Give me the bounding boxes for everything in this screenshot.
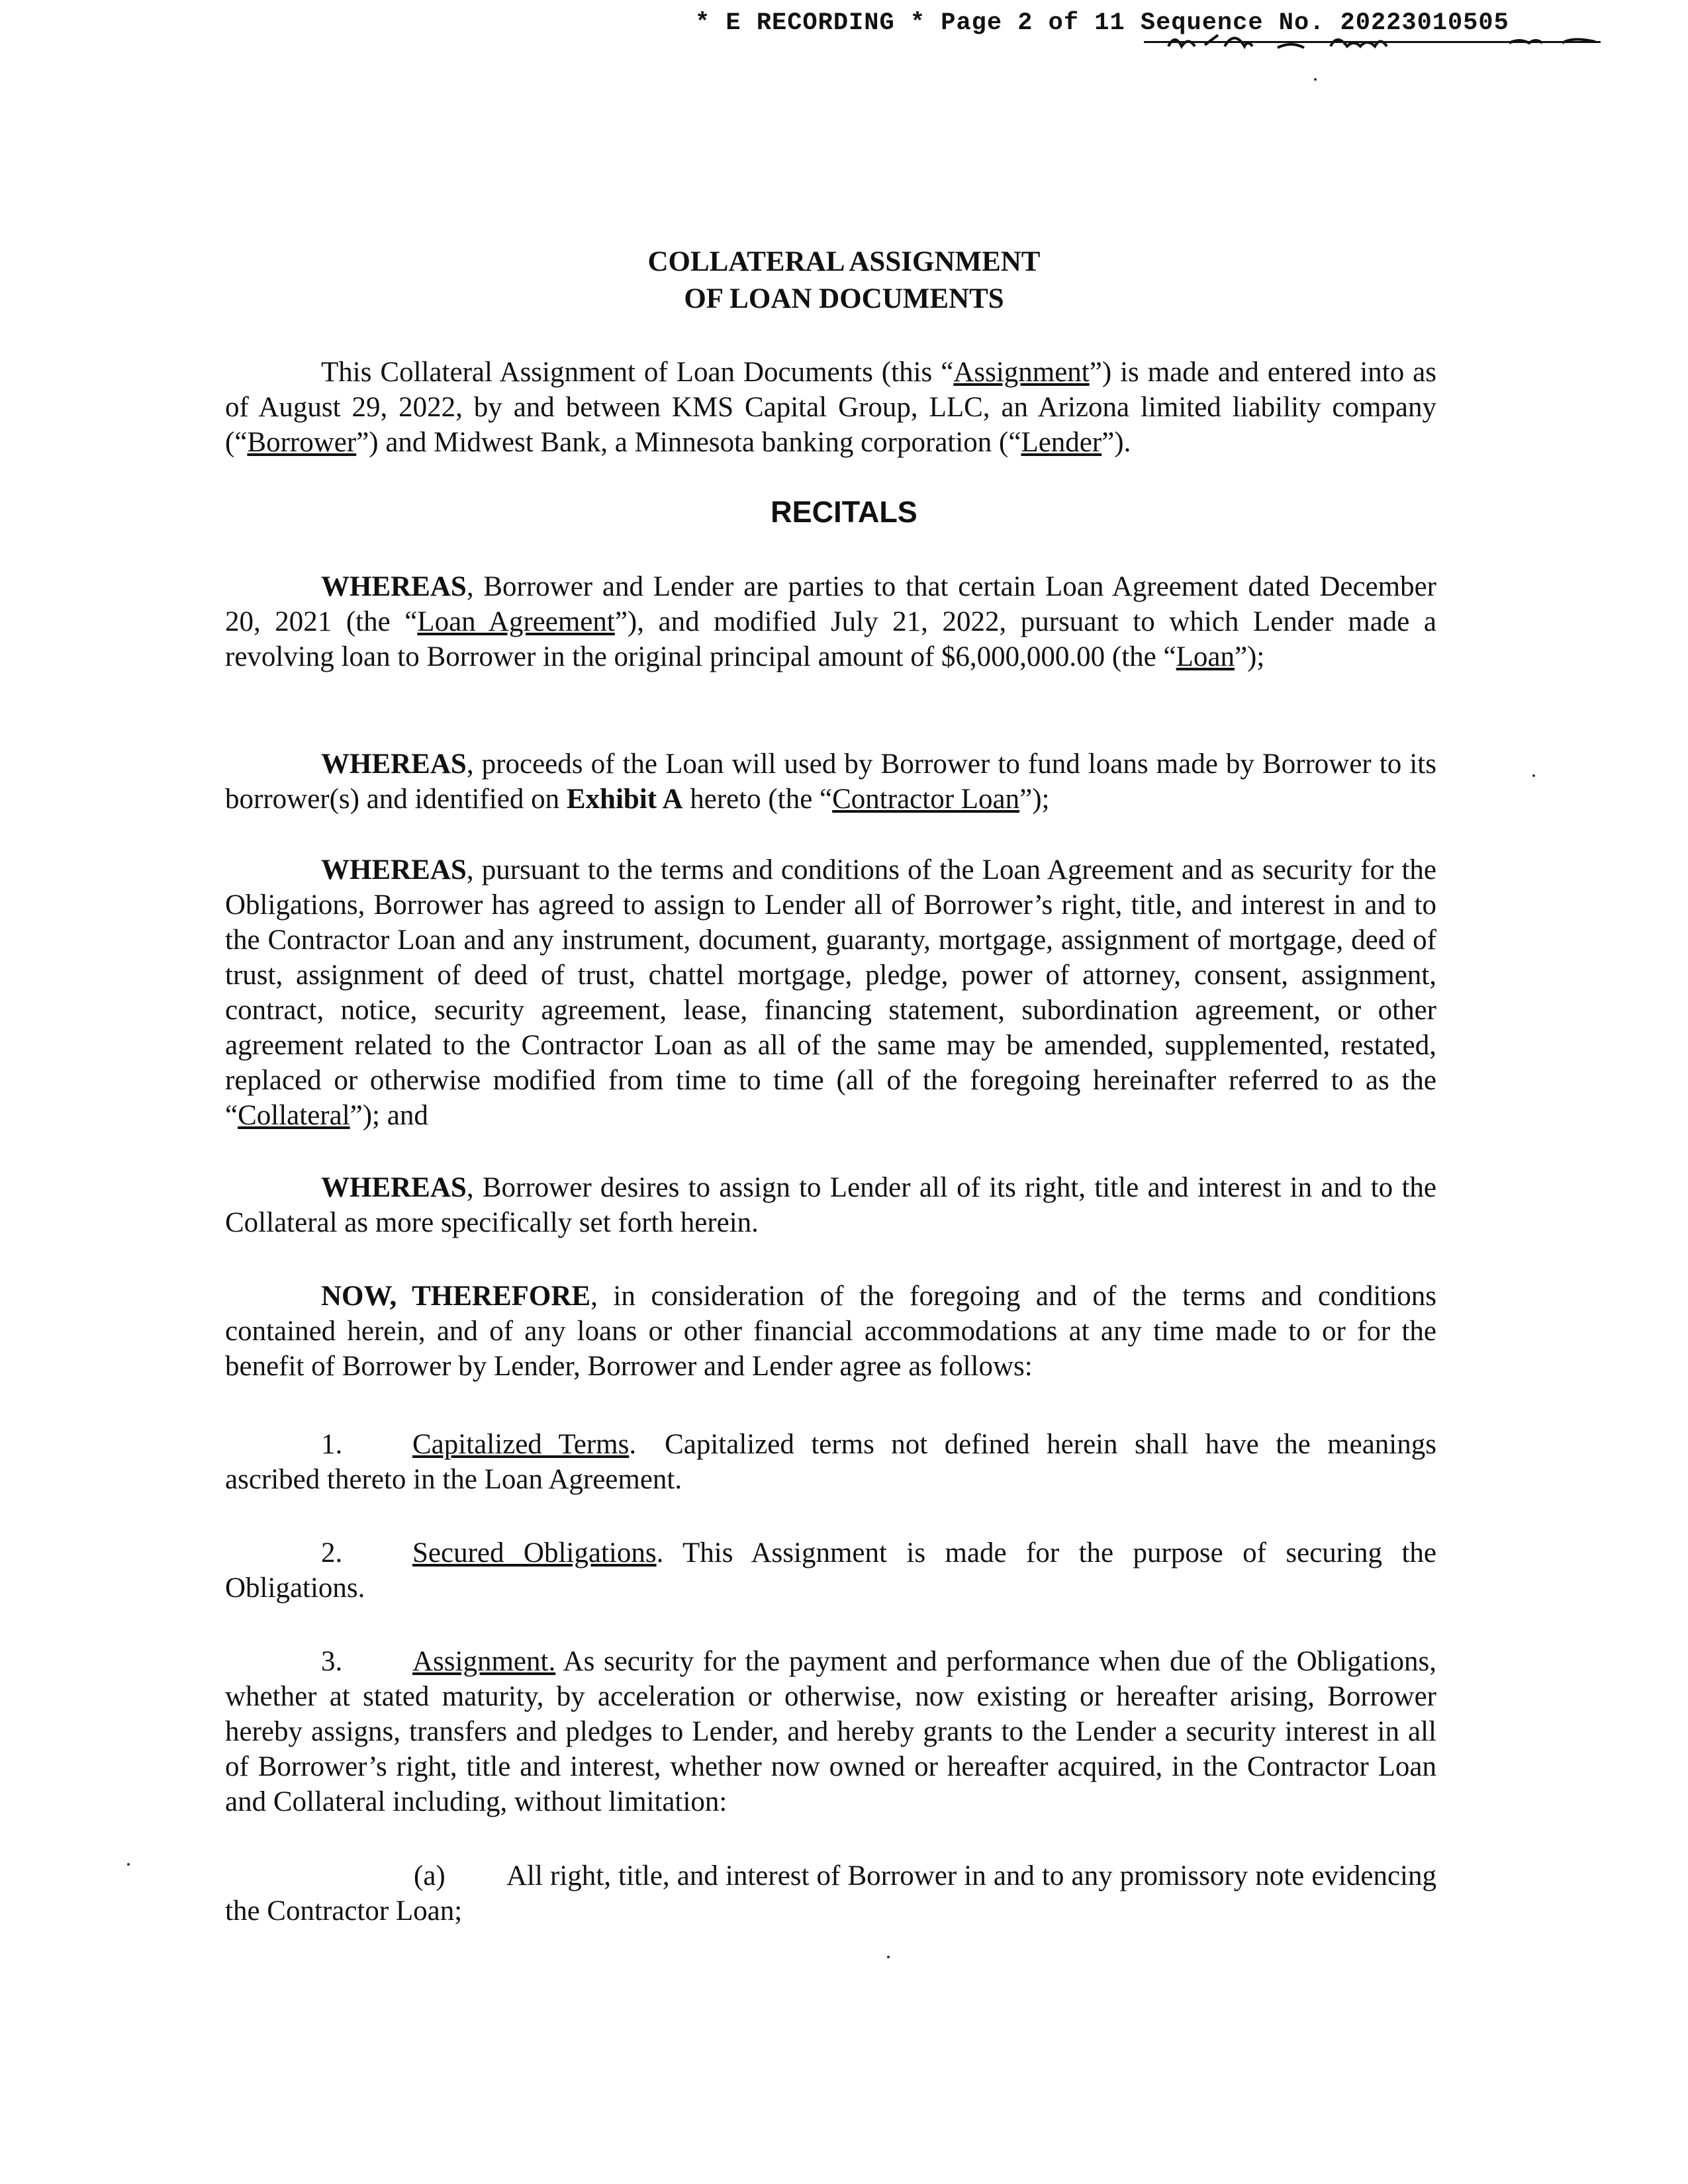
whereas-text: , pursuant to the terms and conditions of the Loan Agreement and as security for the Obligations, Borrower has agreed to assign to Lender all of Borrower’s right, title, and interest in and to the Contractor Loan and any instrument, document, guaranty, mortgage, assignment of mortgage, deed of trust, assignment of deed of trust, chattel mortgage, pledge, power of attorney, consent, assignment, contract, notice, security agreement, lease, financing statement, subordination agreement, or other agreement related to the Contractor Loan as all of the same may be amended, supplemented, restated, replaced or otherwise modified from time to time (all of the foregoing hereinafter referred to as the “ <box>225 854 1436 1131</box>
intro-text: This Collateral Assignment of Loan Documents (this “ <box>321 357 954 388</box>
section-number: 1. <box>321 1429 343 1460</box>
section-text: . This Assignment is made for the purpose of securing the Obligations. <box>225 1537 1437 1604</box>
now-therefore-lead: NOW, THEREFORE <box>321 1281 591 1312</box>
section-heading: Capitalized Terms <box>412 1429 630 1460</box>
whereas-text: ”); and <box>350 1100 428 1131</box>
handwritten-annotation <box>1165 26 1602 53</box>
subsection-a <box>225 1858 1436 1929</box>
intro-text: ”) and Midwest Bank, a Minnesota banking corporation (“ <box>356 427 1021 458</box>
now-therefore-paragraph <box>225 1279 1436 1384</box>
section-1 <box>225 1427 1436 1497</box>
whereas-lead: WHEREAS <box>321 749 467 780</box>
defined-term-lender: Lender <box>1021 427 1102 458</box>
title-line-1: COLLATERAL ASSIGNMENT <box>647 246 1041 277</box>
scan-speck <box>887 1956 890 1958</box>
recording-stamp: * E RECORDING * Page 2 of 11 Sequence No. 20223010505 <box>695 9 1509 37</box>
whereas-lead: WHEREAS <box>321 854 467 886</box>
exhibit-reference: Exhibit A <box>566 784 683 815</box>
whereas-text: , proceeds of the Loan will used by Borrower to fund loans made by Borrower to its borrower(s) and identified on <box>225 749 1436 815</box>
intro-text: ”). <box>1102 427 1131 458</box>
whereas-lead: WHEREAS <box>321 1172 467 1203</box>
whereas-text: hereto (the “ <box>682 784 833 815</box>
section-number: 3. <box>321 1646 343 1677</box>
section-3 <box>225 1644 1436 1819</box>
defined-term-collateral: Collateral <box>238 1100 350 1131</box>
intro-paragraph <box>225 355 1436 460</box>
title-line-2: OF LOAN DOCUMENTS <box>684 283 1004 314</box>
whereas-paragraph-2 <box>225 747 1436 817</box>
section-text: . Capitalized terms not defined herein shall have the meanings ascribed thereto in the Loan Agreement. <box>225 1429 1436 1495</box>
defined-term-loan: Loan <box>1176 641 1235 672</box>
section-text: As security for the payment and performance when due of the Obligations, whether at stated maturity, by acceleration or otherwise, now existing or hereafter arising, Borrower hereby assigns, transfers and pledges to Lender, and hereby grants to the Lender a security interest in all of Borrower’s right, title and interest, whether now owned or hereafter acquired, in the Contractor Loan and Collateral including, without limitation: <box>225 1646 1436 1817</box>
whereas-text: , Borrower and Lender are parties to that certain Loan Agreement dated December 20, 2021 (the “ <box>225 571 1436 637</box>
section-heading: Secured Obligations <box>412 1537 657 1569</box>
defined-term-borrower: Borrower <box>247 427 357 458</box>
document-title <box>0 244 1688 318</box>
whereas-text: ”); <box>1234 641 1265 672</box>
whereas-lead: WHEREAS <box>321 571 467 602</box>
whereas-paragraph-3 <box>225 852 1436 1133</box>
section-heading: Assignment. <box>412 1646 556 1677</box>
whereas-paragraph-4 <box>225 1170 1436 1240</box>
intro-text: ”) is made and entered into as of August 29, 2022, by and between KMS Capital Group, LLC, an Arizona limited liability company (“ <box>225 357 1436 458</box>
now-therefore-text: , in consideration of the foregoing and of the terms and conditions contained herein, and of any loans or other financial accommodations at any time made to or for the benefit of Borrower by Lender, Borrower and Lender agree as follows: <box>225 1281 1436 1382</box>
subsection-label: (a) <box>414 1860 445 1891</box>
scan-speck <box>1314 78 1317 81</box>
section-2 <box>225 1535 1436 1606</box>
whereas-text: , Borrower desires to assign to Lender all of its right, title and interest in and to the Collateral as more specifically set forth herein. <box>225 1172 1436 1238</box>
section-number: 2. <box>321 1537 343 1569</box>
whereas-paragraph-1 <box>225 569 1436 674</box>
defined-term-loan-agreement: Loan Agreement <box>417 606 615 637</box>
whereas-text: ”), and modified July 21, 2022, pursuant to which Lender made a revolving loan to Borrower in the original principal amount of $6,000,000.00 (the “ <box>225 606 1436 672</box>
defined-term-assignment: Assignment <box>953 357 1090 388</box>
subsection-text: All right, title, and interest of Borrower in and to any promissory note evidencing the Contractor Loan; <box>225 1860 1436 1927</box>
scan-speck <box>127 1863 130 1866</box>
recitals-heading: RECITALS <box>771 495 917 529</box>
scan-speck <box>1532 774 1535 777</box>
whereas-text: ”); <box>1019 784 1050 815</box>
defined-term-contractor-loan: Contractor Loan <box>832 784 1020 815</box>
